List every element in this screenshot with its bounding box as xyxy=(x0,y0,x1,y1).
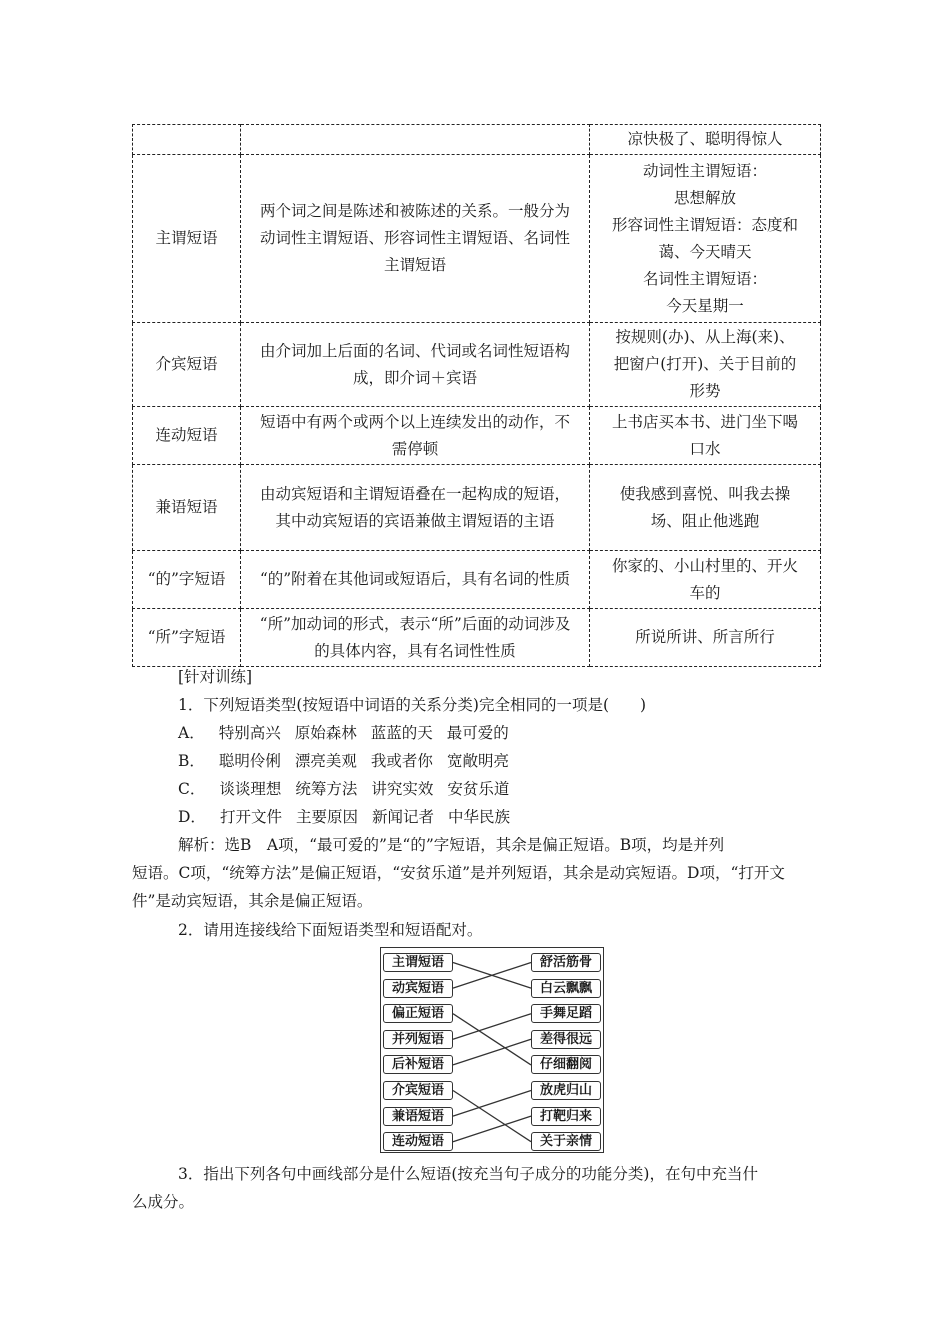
example-line: 今天星期一 xyxy=(666,296,744,315)
phrase-type-cell: 连动短语 xyxy=(133,407,241,465)
match-connector-line xyxy=(453,1039,531,1065)
definition-cell: “所”加动词的形式，表示“所”后面的动词涉及的具体内容，具有名词性性质 xyxy=(241,609,590,667)
definition-cell xyxy=(241,125,590,155)
definition-cell: 两个词之间是陈述和被陈述的关系。一般分为动词性主谓短语、形容词性主谓短语、名词性主谓短语 xyxy=(241,155,590,323)
examples-cell xyxy=(590,609,821,667)
examples-cell xyxy=(590,125,821,155)
phrase-example-box: 手舞足蹈 xyxy=(531,1004,601,1023)
option-item: 聪明伶俐 xyxy=(218,752,281,770)
option-item: 谈谈理想 xyxy=(219,780,282,798)
match-connector-line xyxy=(453,1091,531,1142)
question-1-stem: 1．下列短语类型(按短语中词语的关系分类)完全相同的一项是( ) xyxy=(178,696,647,714)
phrase-example-box: 差得很远 xyxy=(531,1030,601,1049)
section-label: [针对训练] xyxy=(178,668,253,686)
phrase-type-cell: “的”字短语 xyxy=(133,551,241,609)
example-line: 上书店买本书、进门坐下喝 xyxy=(611,412,798,431)
examples-cell xyxy=(590,551,821,609)
option-item: 讲究实效 xyxy=(371,780,434,798)
question-2-stem: 2．请用连接线给下面短语类型和短语配对。 xyxy=(178,921,483,939)
table-row xyxy=(133,465,821,551)
option-item: 新闻记者 xyxy=(371,808,434,826)
option-item: 统筹方法 xyxy=(295,780,358,798)
match-connector-line xyxy=(453,1116,531,1142)
match-connector-line xyxy=(453,1091,531,1117)
option-b xyxy=(178,748,509,776)
option-item: 中华民族 xyxy=(447,808,510,826)
phrase-example-box: 仔细翻阅 xyxy=(531,1055,601,1074)
match-connector-line xyxy=(453,1014,531,1065)
option-item: 安贫乐道 xyxy=(447,780,510,798)
phrase-type-box: 并列短语 xyxy=(383,1030,453,1049)
phrase-type-cell: 介宾短语 xyxy=(133,323,241,407)
phrase-example-box: 舒活筋骨 xyxy=(531,953,601,972)
option-item: 打开文件 xyxy=(219,808,282,826)
example-line: 形容词性主谓短语：态度和 xyxy=(611,215,798,234)
phrase-example-box: 打靶归来 xyxy=(531,1107,601,1126)
examples-cell xyxy=(590,407,821,465)
phrase-type-table xyxy=(132,124,821,667)
example-line: 名词性主谓短语： xyxy=(642,269,767,288)
phrase-type-box: 动宾短语 xyxy=(383,979,453,998)
table-row xyxy=(133,551,821,609)
table-row xyxy=(133,125,821,155)
example-line: 车的 xyxy=(689,583,721,602)
definition-cell: 由动宾短语和主谓短语叠在一起构成的短语，其中动宾短语的宾语兼做主谓短语的主语 xyxy=(241,465,590,551)
phrase-type-cell: “所”字短语 xyxy=(133,609,241,667)
example-line: 按规则(办)、从上海(来)、 xyxy=(615,328,795,346)
question-1-analysis-rest: 短语。C项，“统筹方法”是偏正短语，“安贫乐道”是并列短语，其余是动宾短语。D项，“打开文件”是动宾短语，其余是偏正短语。 xyxy=(132,864,785,910)
phrase-example-box: 放虎归山 xyxy=(531,1081,601,1100)
definition-cell: “的”附着在其他词或短语后，具有名词的性质 xyxy=(241,551,590,609)
option-item: 宽敞明亮 xyxy=(446,752,509,770)
definition-cell: 短语中有两个或两个以上连续发出的动作，不需停顿 xyxy=(241,407,590,465)
table-row xyxy=(133,155,821,323)
examples-cell xyxy=(590,155,821,323)
option-c xyxy=(178,776,509,804)
table-row xyxy=(133,323,821,407)
option-d xyxy=(178,804,510,832)
example-line: 口水 xyxy=(689,439,721,458)
phrase-type-box: 介宾短语 xyxy=(383,1081,453,1100)
example-line: 凉快极了、聪明得惊人 xyxy=(627,130,783,148)
phrase-type-box: 连动短语 xyxy=(383,1132,453,1151)
phrase-example-box: 关于亲情 xyxy=(531,1132,601,1151)
phrase-type-box: 兼语短语 xyxy=(383,1107,453,1126)
option-a xyxy=(178,720,509,748)
example-line: 场、阻止他逃跑 xyxy=(650,511,760,530)
phrase-example-box: 白云飘飘 xyxy=(531,979,601,998)
question-3-stem-rest: 么成分。 xyxy=(132,1193,195,1211)
option-item: 特别高兴 xyxy=(218,724,281,742)
option-item: 蓝蓝的天 xyxy=(370,724,433,742)
examples-cell xyxy=(590,323,821,407)
option-key: A． xyxy=(178,724,205,742)
example-line: 形势 xyxy=(689,382,721,400)
phrase-type-box: 主谓短语 xyxy=(383,953,453,972)
example-line: 动词性主谓短语： xyxy=(642,161,767,180)
matching-diagram xyxy=(380,947,604,1153)
table-row xyxy=(133,609,821,667)
option-key: C． xyxy=(178,780,206,798)
example-line: 蔼、今天晴天 xyxy=(658,242,752,261)
phrase-type-box: 偏正短语 xyxy=(383,1004,453,1023)
example-line: 你家的、小山村里的、开火 xyxy=(611,556,798,575)
option-item: 我或者你 xyxy=(370,752,433,770)
phrase-type-cell xyxy=(133,125,241,155)
phrase-type-cell: 主谓短语 xyxy=(133,155,241,323)
option-item: 最可爱的 xyxy=(446,724,509,742)
table-row xyxy=(133,407,821,465)
question-1-analysis-first: 解析：选B A项，“最可爱的”是“的”字短语，其余是偏正短语。B项，均是并列 xyxy=(178,836,725,854)
option-item: 漂亮美观 xyxy=(294,752,357,770)
example-line: 思想解放 xyxy=(673,188,736,207)
option-item: 原始森林 xyxy=(294,724,357,742)
example-line: 所说所讲、所言所行 xyxy=(635,628,775,646)
option-item: 主要原因 xyxy=(295,808,358,826)
option-key: D． xyxy=(178,808,206,826)
example-line: 把窗户(打开)、关于目前的 xyxy=(613,355,797,373)
match-connector-line xyxy=(453,1014,531,1040)
phrase-type-cell: 兼语短语 xyxy=(133,465,241,551)
examples-cell xyxy=(590,465,821,551)
option-key: B． xyxy=(178,752,205,770)
question-3-stem-first: 3．指出下列各句中画线部分是什么短语(按充当句子成分的功能分类)，在句中充当什 xyxy=(178,1165,758,1183)
phrase-type-box: 后补短语 xyxy=(383,1055,453,1074)
definition-cell: 由介词加上后面的名词、代词或名词性短语构成，即介词＋宾语 xyxy=(241,323,590,407)
example-line: 使我感到喜悦、叫我去操 xyxy=(619,484,791,503)
